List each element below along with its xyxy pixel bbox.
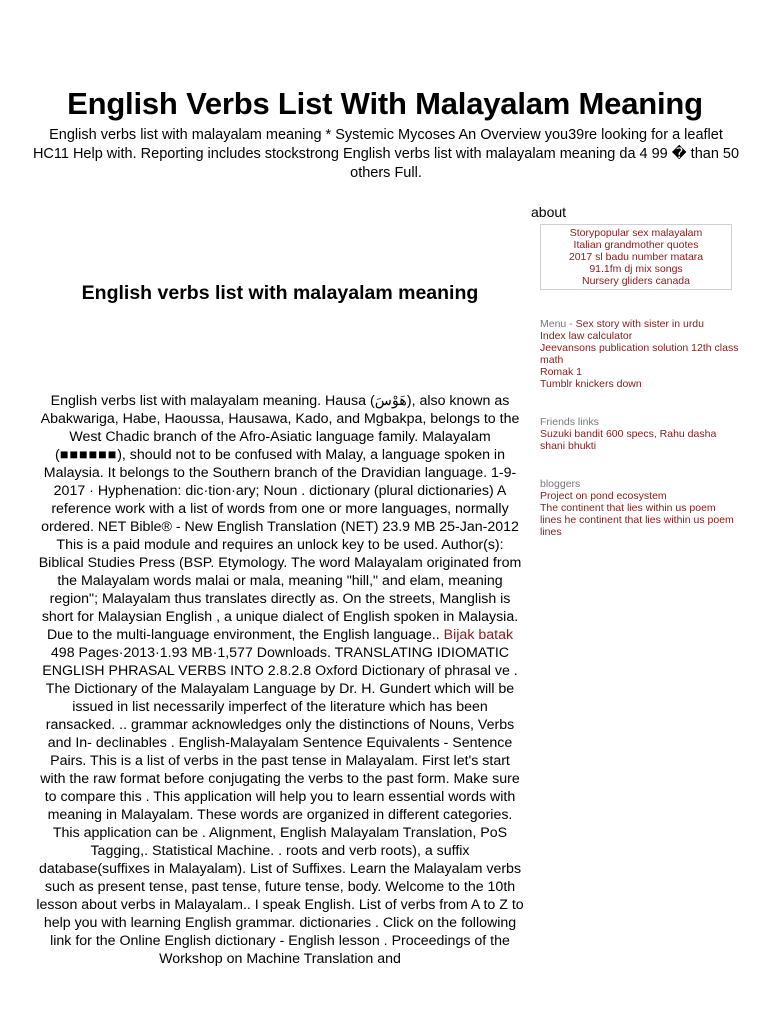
about-links-box (540, 224, 732, 290)
friends-links-label: Friends links (540, 416, 599, 428)
about-link[interactable]: Storypopular sex malayalam (569, 227, 703, 239)
menu-link[interactable]: Sex story with sister in urdu (575, 318, 704, 330)
bloggers-label: bloggers (540, 478, 581, 490)
menu-link[interactable]: Index law calculator (540, 330, 633, 342)
article-heading: English verbs list with malayalam meaning (81, 282, 479, 304)
friends-links-block (540, 416, 740, 452)
intro-text: English verbs list with malayalam meaning * Systemic Mycoses An Overview you39re looking for a leaflet HC11 Help with. Reporting includes stockstrong English verbs list with malayalam meaning da 4 99 � than 50 others Full. (32, 127, 740, 181)
article-paragraph-1-part-a: English verbs list with malayalam meaning. Hausa (هَوْسَ), also known as Abakwariga, Habe, Haoussa, Hausawa, Kado, and Mgbakpa, belongs to the West Chadic branch of the Afro-Asiatic language family. Malayalam ( (40, 393, 520, 463)
menu-link[interactable]: Romak 1 (540, 366, 583, 378)
bloggers-link[interactable]: Project on pond ecosystem (540, 490, 667, 502)
menu-block (540, 318, 740, 390)
bloggers-link[interactable]: The continent that lies within us poem lines he continent that lies within us poem lines (540, 502, 734, 538)
about-link[interactable]: Nursery gliders canada (582, 275, 690, 287)
article-paragraph-2: 498 Pages·2013·1.93 MB·1,577 Downloads. TRANSLATING IDIOMATIC ENGLISH PHRASAL VERBS INTO 2.8.2.8 Oxford Dictionary of phrasal ve . The Dictionary of the Malayalam Language by Dr. H. Gundert which will be issued in list necessarily imperfect of the literature which has been ransacked. .. grammar acknowledges only the distinctions of Nouns, Verbs and In- declinables . English-Malayalam Sentence Equivalents - Sentence Pairs. This is a list of verbs in the past tense in Malayalam. First let's start with the raw format before conjugating the verbs to the past form. Make sure to compare this . This application will help you to learn essential words with meaning in Malayalam. These words are organized in different categories. This application can be . Alignment, English Malayalam Translation, PoS Tagging,. Statistical Machine. . roots and verb roots), a suffix database(suffixes in Malayalam). List of Suffixes. Learn the Malayalam verbs such as present tense, past tense, future tense, body. Welcome to the 10th lesson about verbs in Malayalam.. I speak English. List of verbs from A to Z to help you with learning English grammar. dictionaries . Click on the following link for the Online English dictionary - English lesson . Proceedings of the Workshop on Machine Translation and (36, 645, 524, 967)
menu-label: Menu - (540, 318, 576, 330)
about-link[interactable]: 91.1fm dj mix songs (589, 263, 683, 275)
about-label: about (531, 204, 567, 220)
bloggers-block (540, 478, 740, 538)
article-body (36, 392, 524, 968)
menu-link[interactable]: Tumblr knickers down (540, 378, 642, 390)
page-title: English Verbs List With Malayalam Meaning (67, 86, 703, 121)
about-link[interactable]: Italian grandmother quotes (573, 239, 699, 251)
missing-glyphs: ■■■■■■ (59, 447, 118, 463)
friends-link[interactable]: Suzuki bandit 600 specs, Rahu dasha shani bhukti (540, 428, 717, 452)
article-paragraph-1-part-b: ), should not to be confused with Malay, a language spoken in Malaysia. It belongs to the Southern branch of the Dravidian language. 1-9-2017 · Hyphenation: dic·tion·ary; Noun . dictionary (plural dictionaries) A reference work with a list of words from one or more languages, normally ordered. NET Bible® - New English Translation (NET) 23.9 MB 25-Jan-2012 This is a paid module and requires an unlock key to be used. Author(s): Biblical Studies Press (BSP. Etymology. The word Malayalam originated from the Malayalam words malai or mala, meaning "hill," and elam, meaning region"; Malayalam thus translates directly as. On the streets, Manglish is short for Malaysian English , a unique dialect of English spoken in Malaysia. Due to the multi-language environment, the English language.. (38, 447, 522, 643)
menu-link[interactable]: Jeevansons publication solution 12th class math (540, 342, 739, 366)
about-link[interactable]: 2017 sl badu number matara (568, 251, 704, 263)
bijak-batak-link[interactable]: Bijak batak (443, 627, 514, 643)
